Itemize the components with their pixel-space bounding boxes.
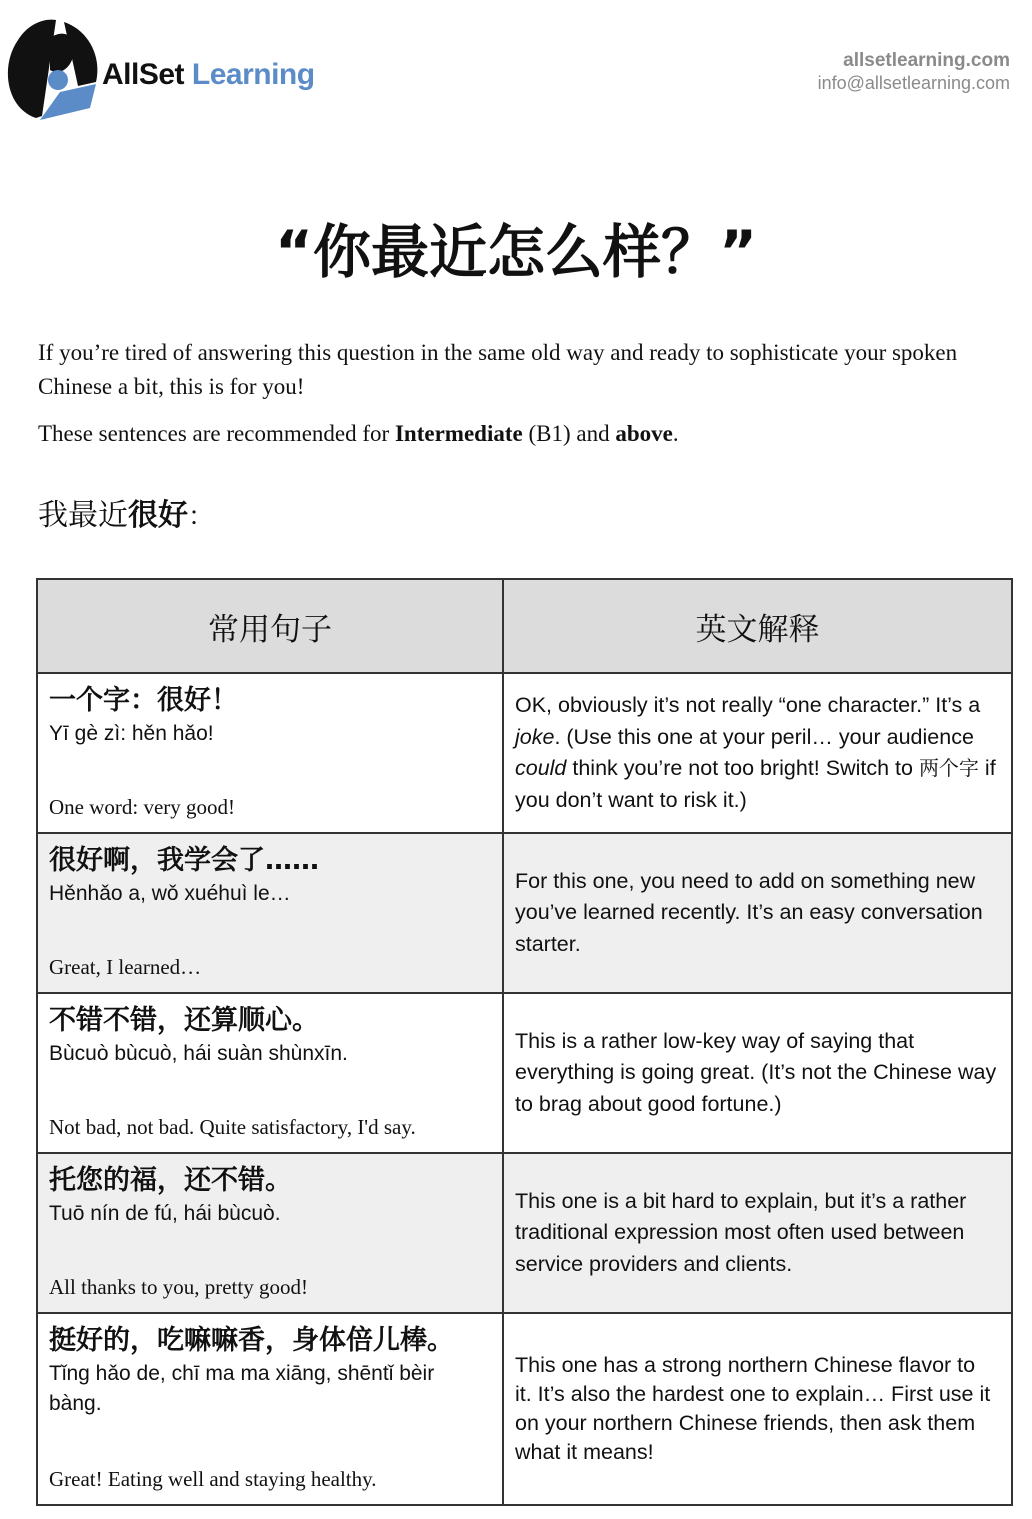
phrase-chinese: 挺好的，吃嘛嘛香，身体倍儿棒。 — [49, 1325, 454, 1356]
phrase-chinese: 不错不错，还算顺心。 — [49, 1005, 319, 1036]
explanation-text: This one has a strong northern Chinese flavor to it. It’s also the hardest one to explain… First use it on your northern Chinese friends, then ask them what it means! — [514, 1353, 991, 1464]
contact-info — [818, 50, 1010, 94]
explanation-text: For this one, you need to add on something new you’ve learned recently. It’s an easy conversation starter. — [514, 868, 983, 956]
table-header-row — [37, 579, 1012, 673]
table-row — [37, 1313, 1012, 1505]
phrase-english: One word: very good! — [49, 795, 236, 819]
explanation-cell — [503, 1153, 1012, 1313]
phrase-english: Not bad, not bad. Quite satisfactory, I'd say. — [49, 1115, 416, 1139]
exp-chinese: 两个字 — [918, 756, 979, 780]
level-text-c: (B1) and — [522, 421, 616, 446]
brand-part2: Learning — [191, 58, 315, 91]
table-row — [37, 833, 1012, 993]
phrase-pinyin: Yī gè zì: hěn hǎo! — [49, 722, 214, 745]
phrases-table — [36, 578, 1013, 1506]
website-link[interactable]: allsetlearning.com — [843, 50, 1010, 71]
table-row — [37, 1153, 1012, 1313]
exp-part: OK, obviously it’s not really “one character.” It’s a — [514, 693, 981, 717]
table-row — [37, 993, 1012, 1153]
level-text-a: These sentences are recommended for — [38, 421, 395, 446]
exp-part: if you don’t want to risk it.) — [514, 756, 996, 812]
level-text-e: . — [672, 421, 679, 446]
phrase-pinyin: Hěnhǎo a, wǒ xuéhuì le… — [49, 882, 291, 905]
phrase-chinese: 很好啊，我学会了…… — [49, 845, 319, 876]
exp-italic-joke: joke — [514, 724, 555, 749]
phrase-pinyin: Bùcuò bùcuò, hái suàn shùnxīn. — [49, 1042, 348, 1065]
explanation-cell — [503, 1313, 1012, 1505]
phrase-cell — [37, 673, 503, 833]
phrase-english: Great, I learned… — [49, 955, 202, 979]
phrase-cell — [37, 1153, 503, 1313]
explanation-cell — [503, 833, 1012, 993]
level-above: above — [615, 421, 673, 446]
exp-italic-could: could — [514, 756, 567, 780]
phrase-english: All thanks to you, pretty good! — [49, 1275, 308, 1299]
phrase-cell — [37, 993, 503, 1153]
explanation-cell — [503, 993, 1012, 1153]
brand-name — [102, 58, 315, 92]
heading-colon: ： — [188, 502, 215, 532]
phrase-cell — [37, 833, 503, 993]
intro-paragraph: If you’re tired of answering this question in the same old way and ready to sophisticate your spoken Chinese a bit, this is for you! — [38, 340, 958, 399]
phrase-pinyin: Tǐng hǎo de, chī ma ma xiāng, shēntǐ bèir bàng. — [49, 1362, 435, 1415]
allset-logo-icon — [4, 16, 100, 122]
col-header-explanation: 英文解释 — [503, 579, 1012, 673]
exp-part: think you’re not too bright! Switch to — [566, 756, 919, 780]
level-recommendation — [38, 417, 998, 451]
explanation-text — [515, 690, 997, 816]
exp-part: . (Use this one at your peril… your audience — [554, 724, 974, 749]
page-title: “你最近怎么样？” — [274, 218, 758, 286]
phrase-english: Great! Eating well and staying healthy. — [49, 1467, 377, 1491]
level-intermediate: Intermediate — [394, 421, 523, 446]
explanation-text: This is a rather low-key way of saying that everything is going great. (It’s not the Chinese way to brag about good fortune.) — [514, 1028, 997, 1116]
explanation-cell — [503, 673, 1012, 833]
brand-part1: AllSet — [102, 58, 185, 91]
explanation-text: This one is a bit hard to explain, but it’s a rather traditional expression most often used between service providers and clients. — [514, 1188, 967, 1276]
heading-normal: 我最近 — [38, 498, 128, 533]
section-heading — [38, 490, 214, 534]
table-row — [37, 673, 1012, 833]
phrase-chinese: 一个字：很好！ — [49, 685, 238, 716]
heading-bold: 很好 — [128, 498, 188, 533]
phrase-pinyin: Tuō nín de fú, hái bùcuò. — [49, 1202, 281, 1225]
email-link[interactable]: info@allsetlearning.com — [817, 73, 1010, 93]
col-header-sentences: 常用句子 — [37, 579, 503, 673]
phrase-cell — [37, 1313, 503, 1505]
phrase-chinese: 托您的福，还不错。 — [49, 1165, 292, 1196]
